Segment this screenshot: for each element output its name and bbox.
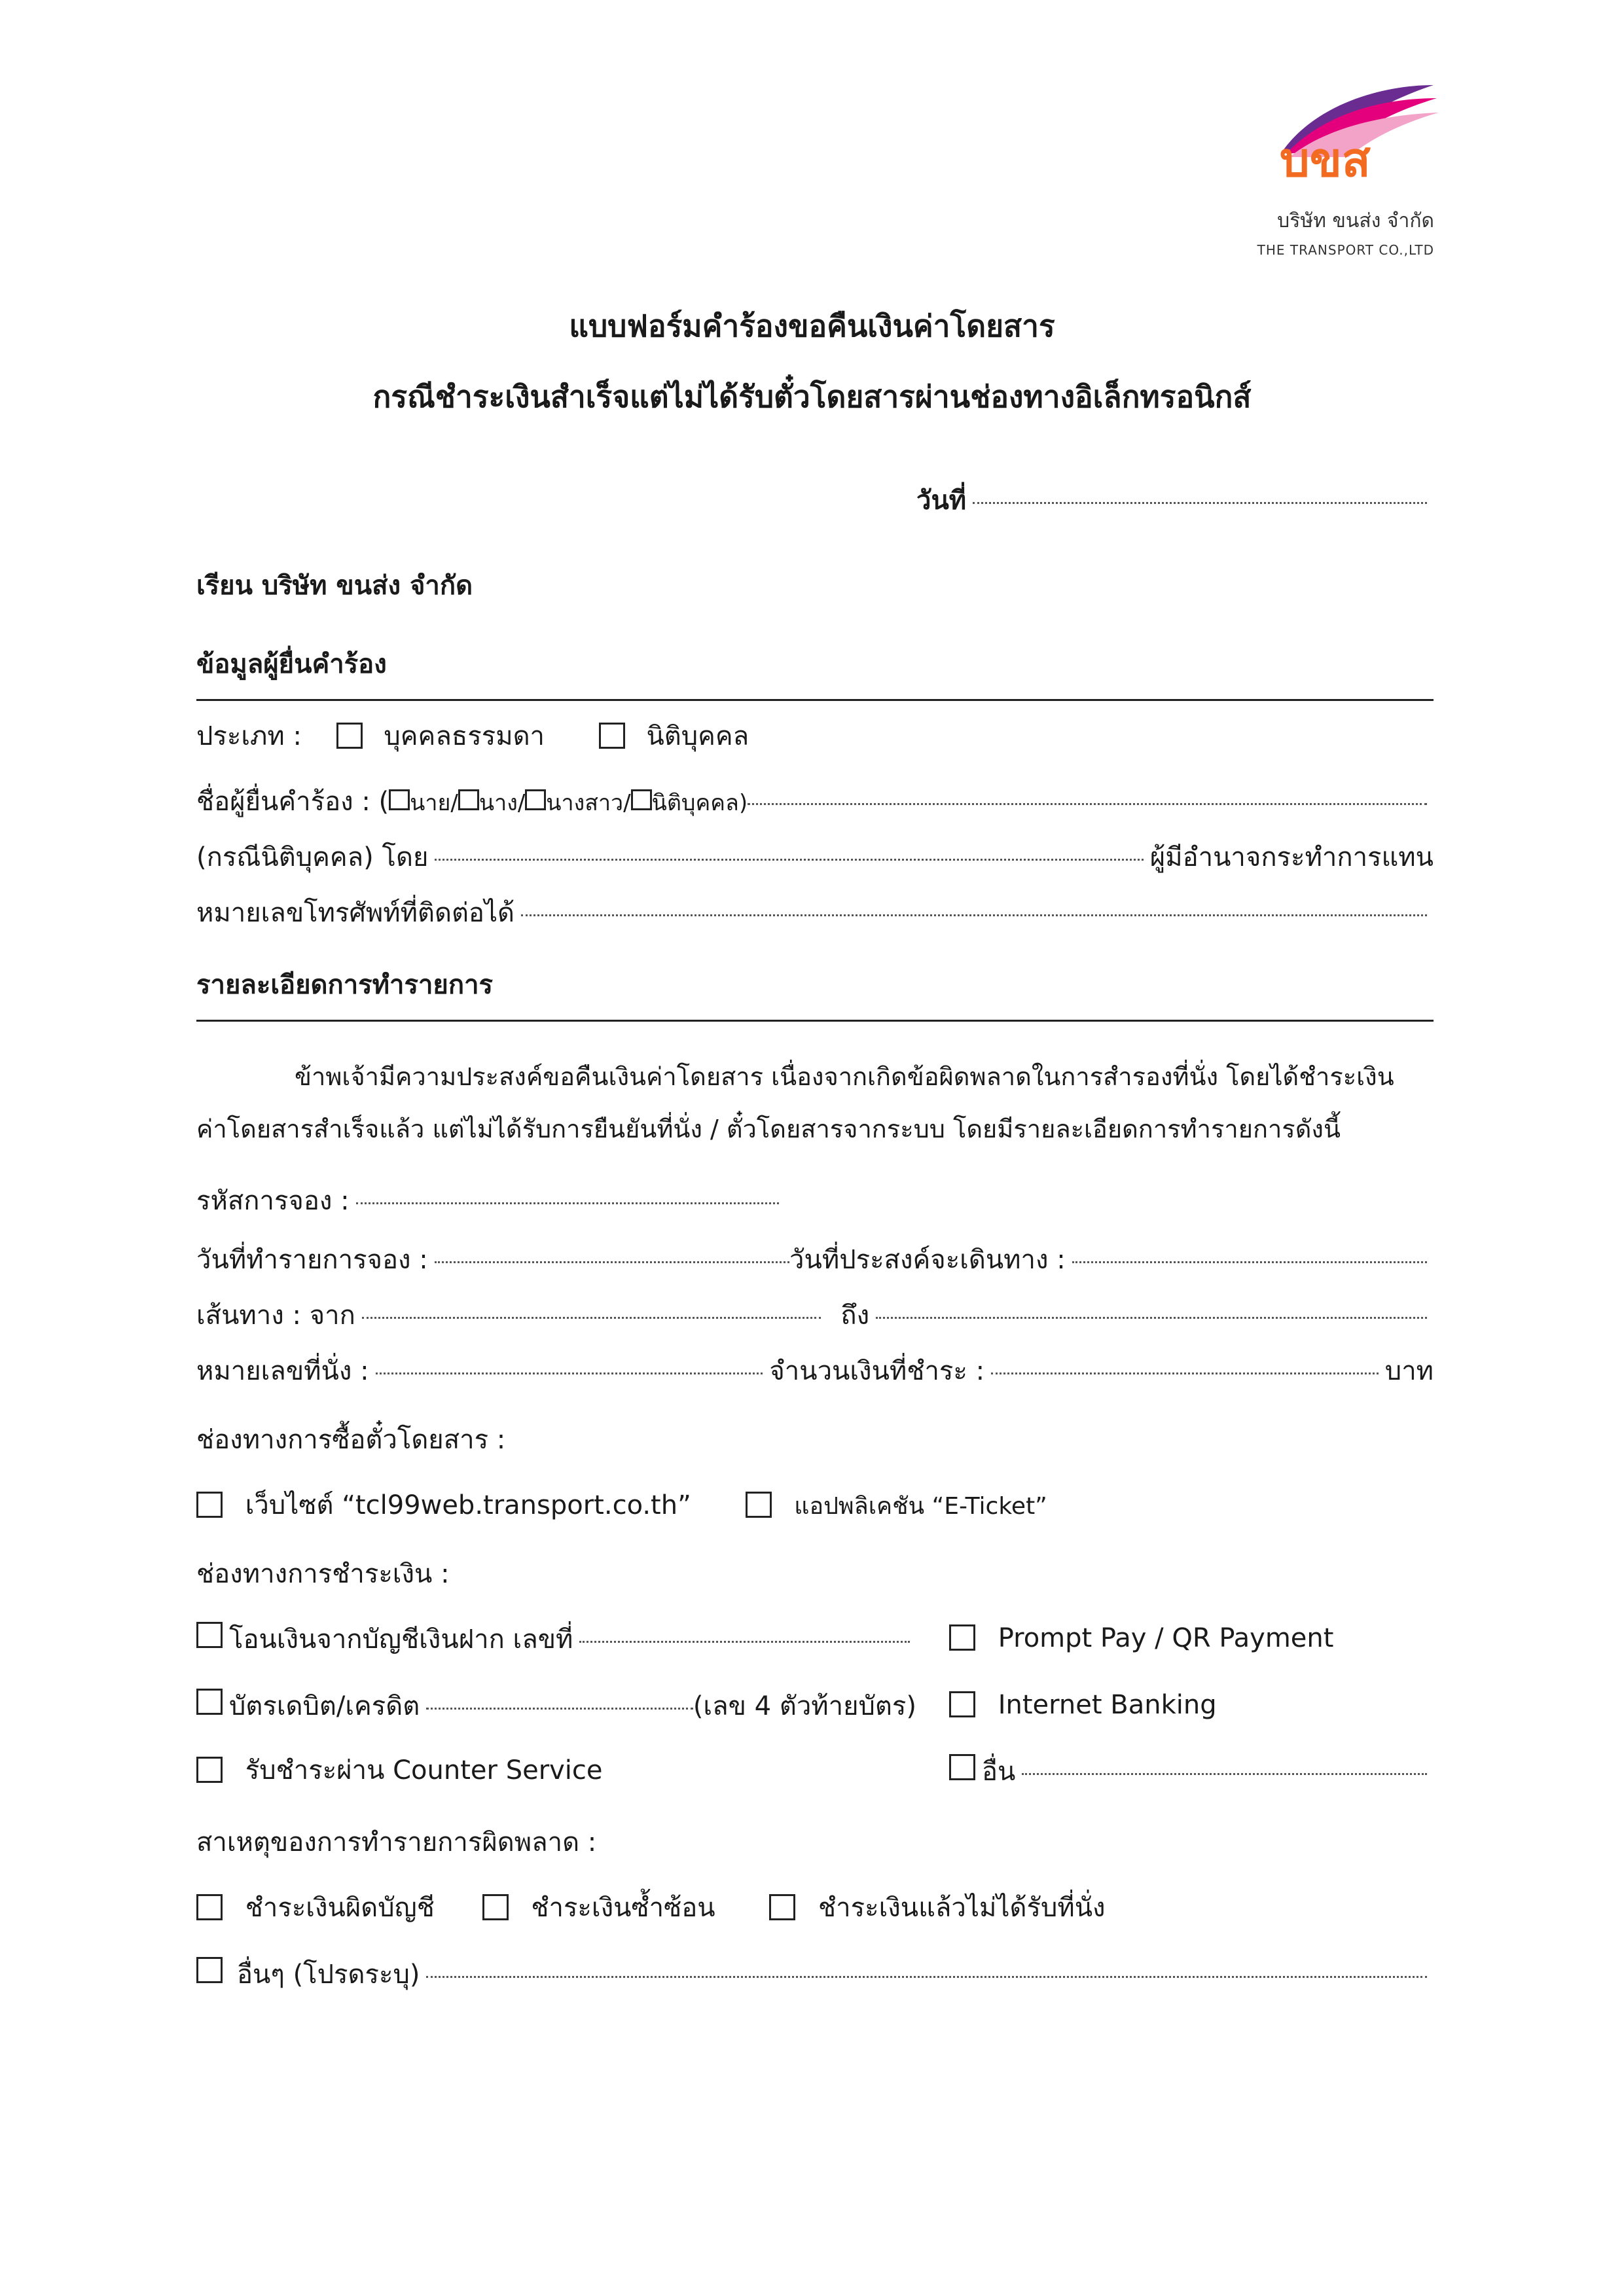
title-juristic-checkbox[interactable] (631, 789, 652, 810)
type-label: ประเภท : (196, 721, 302, 751)
currency-label: บาท (1384, 1356, 1434, 1386)
purchase-channel-options (196, 1489, 1047, 1523)
booking-date-label: วันที่ทำรายการจอง : (196, 1245, 428, 1275)
purchase-website-label: เว็บไซต์ “tcl99web.transport.co.th” (245, 1490, 691, 1520)
prompt-pay-checkbox[interactable] (949, 1624, 975, 1651)
date-line[interactable] (973, 502, 1427, 504)
phone-row (196, 897, 1434, 929)
payment-other-label: อื่น (982, 1757, 1016, 1787)
name-row (196, 785, 1434, 819)
applicant-divider (196, 699, 1434, 701)
logo-mark-text: บขส (1280, 132, 1371, 187)
prompt-pay-label: Prompt Pay / QR Payment (998, 1623, 1334, 1653)
applicant-heading: ข้อมูลผู้ยื่นคำร้อง (196, 649, 387, 679)
booking-date-line[interactable] (435, 1261, 789, 1263)
amount-label: จำนวนเงินที่ชำระ : (769, 1356, 985, 1386)
title-mr-label: นาย/ (410, 790, 458, 816)
payment-other-checkbox[interactable] (949, 1754, 975, 1780)
counter-service-row (196, 1754, 603, 1787)
authorized-person-line[interactable] (435, 859, 1143, 861)
error-other-label: อื่นๆ (โปรดระบุ) (237, 1960, 420, 1990)
card-note: (เลข 4 ตัวท้ายบัตร) (693, 1691, 916, 1721)
transaction-divider (196, 1020, 1434, 1022)
paragraph-line2: ค่าโดยสารสำเร็จแล้ว แต่ไม่ได้รับการยืนยันที่นั่ง / ตั๋วโดยสารจากระบบ โดยมีรายละเอียดการทำรายการดังนี้ (196, 1115, 1341, 1143)
duplicate-payment-label: ชำระเงินซ้ำซ้อน (531, 1893, 715, 1923)
travel-date-label: วันที่ประสงค์จะเดินทาง : (789, 1245, 1066, 1275)
title-miss-label: นางสาว/ (546, 790, 631, 816)
payment-channel-label: ช่องทางการชำระเงิน : (196, 1559, 450, 1589)
form-title-line2: กรณีชำระเงินสำเร็จแต่ไม่ได้รับตั๋วโดยสารผ่านช่องทางอิเล็กทรอนิกส์ (372, 379, 1252, 414)
date-label: วันที่ (916, 486, 967, 516)
card-row (196, 1689, 916, 1723)
booking-code-line[interactable] (356, 1202, 779, 1204)
name-label: ชื่อผู้ยื่นคำร้อง : ( (196, 787, 389, 817)
purchase-channel-label: ช่องทางการซื้อตั๋วโดยสาร : (196, 1425, 506, 1455)
type-juristic-checkbox[interactable] (599, 723, 625, 749)
juristic-label: (กรณีนิติบุคคล) โดย (196, 842, 429, 872)
error-other-line[interactable] (426, 1976, 1427, 1978)
type-individual-label: บุคคลธรรมดา (384, 721, 545, 751)
amount-line[interactable] (991, 1372, 1379, 1374)
seat-amount-row (196, 1355, 1434, 1388)
paragraph-line1: ข้าพเจ้ามีความประสงค์ขอคืนเงินค่าโดยสาร เนื่องจากเกิดข้อผิดพลาดในการสำรองที่นั่ง โดยได้ชำระเงิน (295, 1062, 1394, 1091)
payment-other-row (949, 1754, 1434, 1788)
error-other-row (196, 1957, 1434, 1991)
purchase-app-label: แอปพลิเคชัน “E-Ticket” (794, 1493, 1047, 1520)
bank-transfer-row (196, 1622, 916, 1656)
bank-transfer-label: โอนเงินจากบัญชีเงินฝาก เลขที่ (229, 1624, 573, 1655)
duplicate-payment-checkbox[interactable] (482, 1894, 509, 1920)
dates-row (196, 1244, 1434, 1276)
bank-account-line[interactable] (579, 1641, 910, 1643)
name-line[interactable] (748, 803, 1427, 805)
card-checkbox[interactable] (196, 1689, 223, 1715)
card-label: บัตรเดบิต/เครดิต (229, 1691, 420, 1721)
route-to-line[interactable] (876, 1317, 1427, 1319)
route-from-label: เส้นทาง : จาก (196, 1300, 355, 1331)
payment-other-line[interactable] (1022, 1773, 1427, 1775)
wrong-account-checkbox[interactable] (196, 1894, 223, 1920)
title-mr-checkbox[interactable] (389, 789, 410, 810)
purchase-app-checkbox[interactable] (746, 1492, 772, 1518)
error-cause-options (196, 1892, 1106, 1924)
company-logo (1263, 79, 1447, 187)
form-title-line1: แบบฟอร์มคำร้องขอคืนเงินค่าโดยสาร (569, 308, 1055, 344)
error-cause-label: สาเหตุของการทำรายการผิดพลาด : (196, 1827, 597, 1857)
salutation: เรียน บริษัท ขนส่ง จำกัด (196, 571, 473, 601)
type-row (196, 720, 749, 753)
no-seat-label: ชำระเงินแล้วไม่ได้รับที่นั่ง (818, 1893, 1106, 1923)
internet-banking-row (949, 1689, 1217, 1721)
internet-banking-label: Internet Banking (998, 1690, 1217, 1720)
route-from-line[interactable] (362, 1317, 821, 1319)
bank-transfer-checkbox[interactable] (196, 1622, 223, 1648)
juristic-row (196, 841, 1434, 874)
no-seat-checkbox[interactable] (769, 1894, 795, 1920)
internet-banking-checkbox[interactable] (949, 1691, 975, 1717)
title-mrs-checkbox[interactable] (458, 789, 479, 810)
counter-service-checkbox[interactable] (196, 1757, 223, 1783)
wrong-account-label: ชำระเงินผิดบัญชี (245, 1893, 435, 1923)
logo-company-en: THE TRANSPORT CO.,LTD (1257, 242, 1434, 258)
booking-code-row (196, 1185, 785, 1217)
card-digits-line[interactable] (426, 1708, 693, 1710)
travel-date-line[interactable] (1072, 1261, 1427, 1263)
type-juristic-label: นิติบุคคล (646, 721, 749, 751)
error-other-checkbox[interactable] (196, 1957, 223, 1983)
phone-line[interactable] (521, 914, 1427, 916)
counter-service-label: รับชำระผ่าน Counter Service (245, 1755, 603, 1785)
authorized-label: ผู้มีอำนาจกระทำการแทน (1149, 842, 1434, 872)
prompt-pay-row (949, 1622, 1333, 1655)
seat-line[interactable] (376, 1372, 763, 1374)
route-row (196, 1299, 1434, 1332)
date-field[interactable] (916, 484, 1434, 517)
transaction-heading: รายละเอียดการทำรายการ (196, 970, 494, 1000)
logo-company-th: บริษัท ขนส่ง จำกัด (1277, 209, 1434, 232)
phone-label: หมายเลขโทรศัพท์ที่ติดต่อได้ (196, 898, 515, 928)
route-to-label: ถึง (840, 1300, 870, 1331)
seat-label: หมายเลขที่นั่ง : (196, 1356, 369, 1386)
title-mrs-label: นาง/ (478, 790, 526, 816)
title-juristic-label: นิติบุคคล) (651, 790, 748, 816)
title-miss-checkbox[interactable] (525, 789, 546, 810)
purchase-website-checkbox[interactable] (196, 1492, 223, 1518)
type-individual-checkbox[interactable] (336, 723, 363, 749)
booking-code-label: รหัสการจอง : (196, 1186, 350, 1216)
